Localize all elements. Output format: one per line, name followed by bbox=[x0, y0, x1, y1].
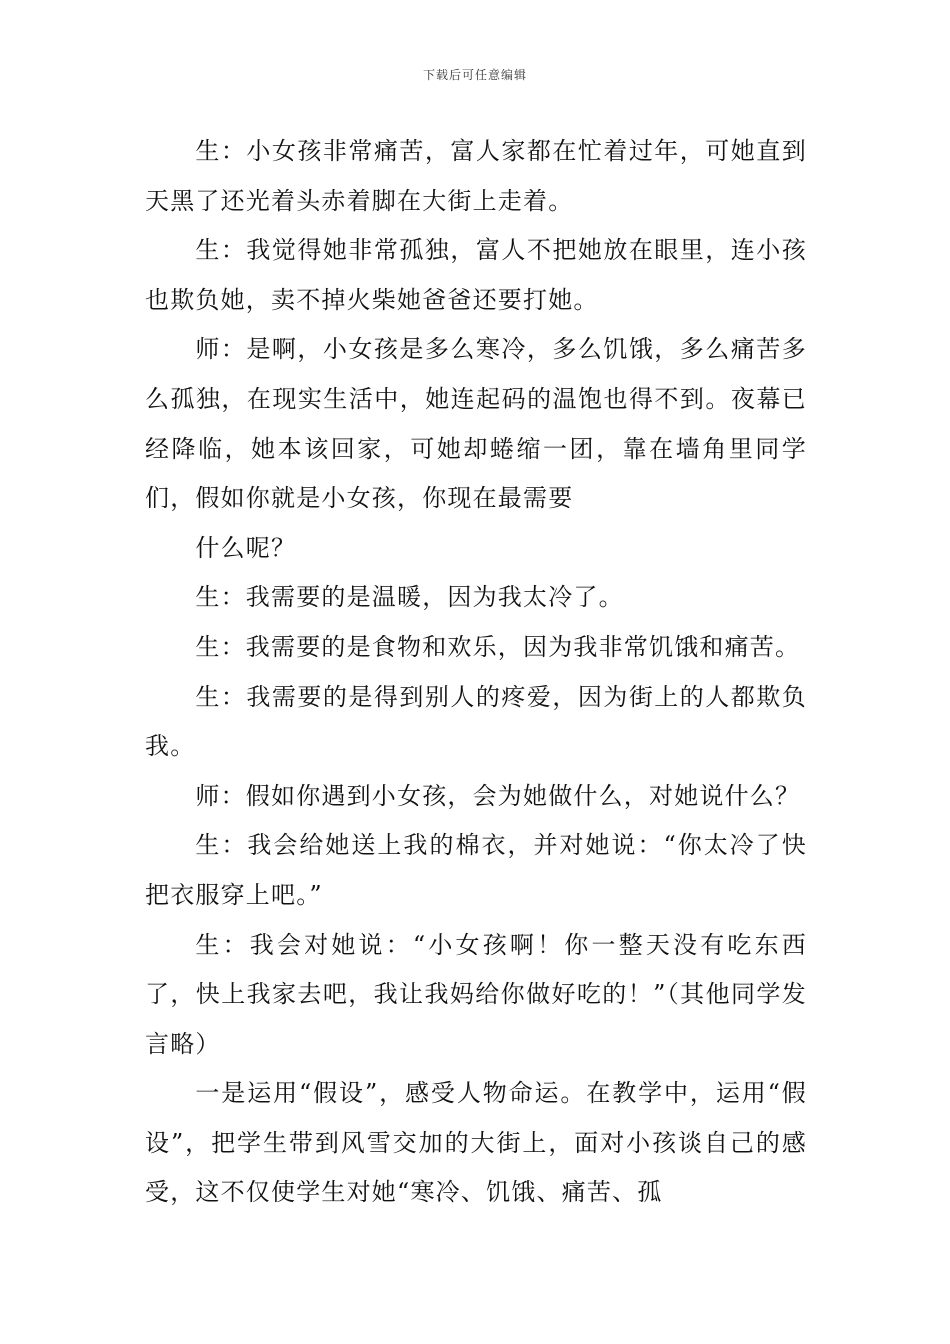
paragraph-analysis: 一是运用“假设”，感受人物命运。在教学中，运用“假设”，把学生带到风雪交加的大街上，面对小孩谈自己的感受，这不仅使学生对她“寒冷、饥饿、痛苦、孤 bbox=[145, 1079, 807, 1207]
paragraph-teacher-question: 师：是啊，小女孩是多么寒冷，多么饥饿，多么痛苦多么孤独，在现实生活中，她连起码的温饱也得不到。夜幕已经降临，她本该回家，可她却蜷缩一团，靠在墙角里同学们，假如你就是小女孩，你现在最需要 bbox=[145, 335, 807, 513]
paragraph-student-invite: 生：我会对她说：“小女孩啊！你一整天没有吃东西了，快上我家去吧，我让我妈给你做好吃的！”（其他同学发言略） bbox=[145, 930, 807, 1058]
paragraph-teacher-meet: 师：假如你遇到小女孩，会为她做什么，对她说什么？ bbox=[195, 781, 801, 810]
paragraph-question-end: 什么呢？ bbox=[195, 533, 297, 562]
page-header: 下载后可任意编辑 bbox=[422, 68, 527, 82]
paragraph-student-coat: 生：我会给她送上我的棉衣，并对她说：“你太冷了快把衣服穿上吧。” bbox=[145, 831, 807, 909]
paragraph-student-lonely: 生：我觉得她非常孤独，富人不把她放在眼里，连小孩也欺负她，卖不掉火柴她爸爸还要打她。 bbox=[145, 236, 807, 314]
paragraph-student-love: 生：我需要的是得到别人的疼爱，因为街上的人都欺负我。 bbox=[145, 682, 807, 761]
paragraph-student-food: 生：我需要的是食物和欢乐，因为我非常饥饿和痛苦。 bbox=[195, 632, 801, 661]
paragraph-student-warmth: 生：我需要的是温暖，因为我太冷了。 bbox=[195, 583, 624, 612]
paragraph-student-suffering: 生：小女孩非常痛苦，富人家都在忙着过年，可她直到天黑了还光着头赤着脚在大街上走着。 bbox=[145, 137, 807, 215]
document-body bbox=[145, 127, 807, 1218]
